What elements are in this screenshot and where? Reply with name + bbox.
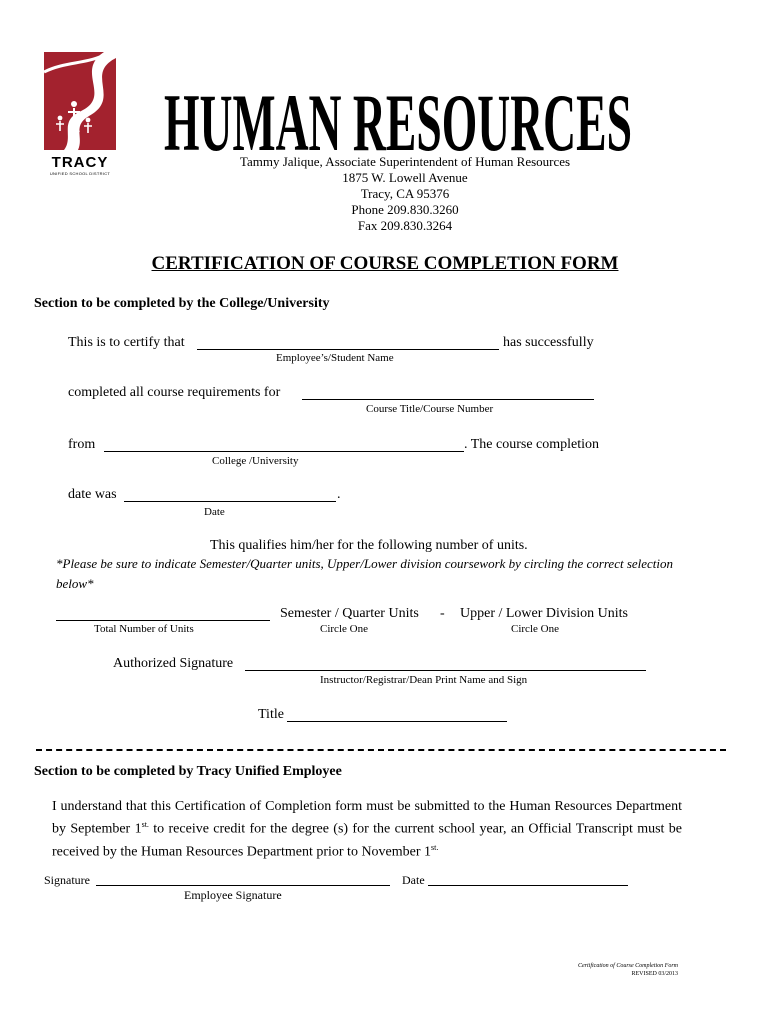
address-line: Fax 209.830.3264 xyxy=(357,218,453,233)
title-label: Title xyxy=(258,707,284,722)
date-caption: Date xyxy=(204,506,225,518)
employee-date-field[interactable] xyxy=(428,885,628,886)
title-field[interactable] xyxy=(287,721,507,722)
student-name-caption: Employee’s/Student Name xyxy=(276,352,394,364)
qualifies-text: This qualifies him/her for the following number of units. xyxy=(210,538,528,553)
address-line: Tracy, CA 95376 xyxy=(360,186,450,201)
tracy-logo-emblem xyxy=(44,52,116,150)
units-note: *Please be sure to indicate Semester/Quarter units, Upper/Lower division coursework by circling the correct selection below* xyxy=(56,556,674,591)
address-block xyxy=(210,154,600,234)
from-suffix: . The course completion xyxy=(464,437,600,452)
agreement-sup-1: st. xyxy=(141,820,149,829)
employee-signature-caption: Employee Signature xyxy=(184,888,282,902)
logo-name: TRACY xyxy=(51,154,109,171)
employee-section-heading: Section to be completed by Tracy Unified Employee xyxy=(34,764,342,779)
human-resources-title-text: HUMAN RESOURCES xyxy=(164,77,632,158)
employee-date-label: Date xyxy=(402,873,425,887)
student-name-field[interactable] xyxy=(197,349,499,350)
agreement-text-2: to receive credit for the degree (s) for the current school year, an Official Transcript must be received by the Human Resources Department prior to November 1 xyxy=(52,821,682,860)
logo-subtitle: UNIFIED SCHOOL DISTRICT xyxy=(49,171,111,176)
college-caption: College /University xyxy=(212,455,299,467)
footer-form-name: Certification of Course Completion Form xyxy=(578,963,678,969)
college-section-heading: Section to be completed by the College/University xyxy=(34,296,330,311)
form-footer xyxy=(578,962,678,978)
agreement-text-1: I understand that this Certification of Completion form must be submitted to the Human Resources Department by September 1 xyxy=(52,799,682,837)
address-line: Phone 209.830.3260 xyxy=(351,202,459,217)
total-units-caption: Total Number of Units xyxy=(94,623,194,635)
footer-revised: REVISED 03/2013 xyxy=(631,971,678,977)
address-line: Tammy Jalique, Associate Superintendent of Human Resources xyxy=(239,154,571,169)
course-caption: Course Title/Course Number xyxy=(366,403,494,415)
completion-date-field[interactable] xyxy=(124,501,336,502)
employee-signature-field[interactable] xyxy=(96,885,390,886)
authorized-signature-label: Authorized Signature xyxy=(113,656,234,671)
certify-suffix: has successfully xyxy=(503,335,594,350)
circle-one-caption: Circle One xyxy=(511,623,559,635)
semester-quarter-units[interactable]: Semester / Quarter Units xyxy=(280,606,419,621)
tracy-logo xyxy=(44,52,116,176)
date-suffix: . xyxy=(337,487,341,502)
employee-agreement-paragraph xyxy=(52,798,682,861)
circle-one-caption: Circle One xyxy=(320,623,368,635)
course-title-field[interactable] xyxy=(302,399,594,400)
section-divider xyxy=(36,749,726,751)
authorized-signature-field[interactable] xyxy=(245,670,646,671)
completed-prefix: completed all course requirements for xyxy=(68,385,281,400)
human-resources-title xyxy=(152,44,642,158)
agreement-sup-2: st. xyxy=(431,842,439,852)
form-title: CERTIFICATION OF COURSE COMPLETION FORM xyxy=(151,253,619,274)
college-field[interactable] xyxy=(104,451,464,452)
employee-signature-label: Signature xyxy=(44,873,90,887)
units-dash: - xyxy=(440,606,445,621)
authorized-signature-caption: Instructor/Registrar/Dean Print Name and Sign xyxy=(320,674,528,686)
total-units-field[interactable] xyxy=(56,620,270,621)
from-prefix: from xyxy=(68,437,96,452)
date-prefix: date was xyxy=(68,487,117,502)
address-line: 1875 W. Lowell Avenue xyxy=(342,170,468,185)
upper-lower-division-units[interactable]: Upper / Lower Division Units xyxy=(460,606,628,621)
certify-prefix: This is to certify that xyxy=(68,335,185,350)
